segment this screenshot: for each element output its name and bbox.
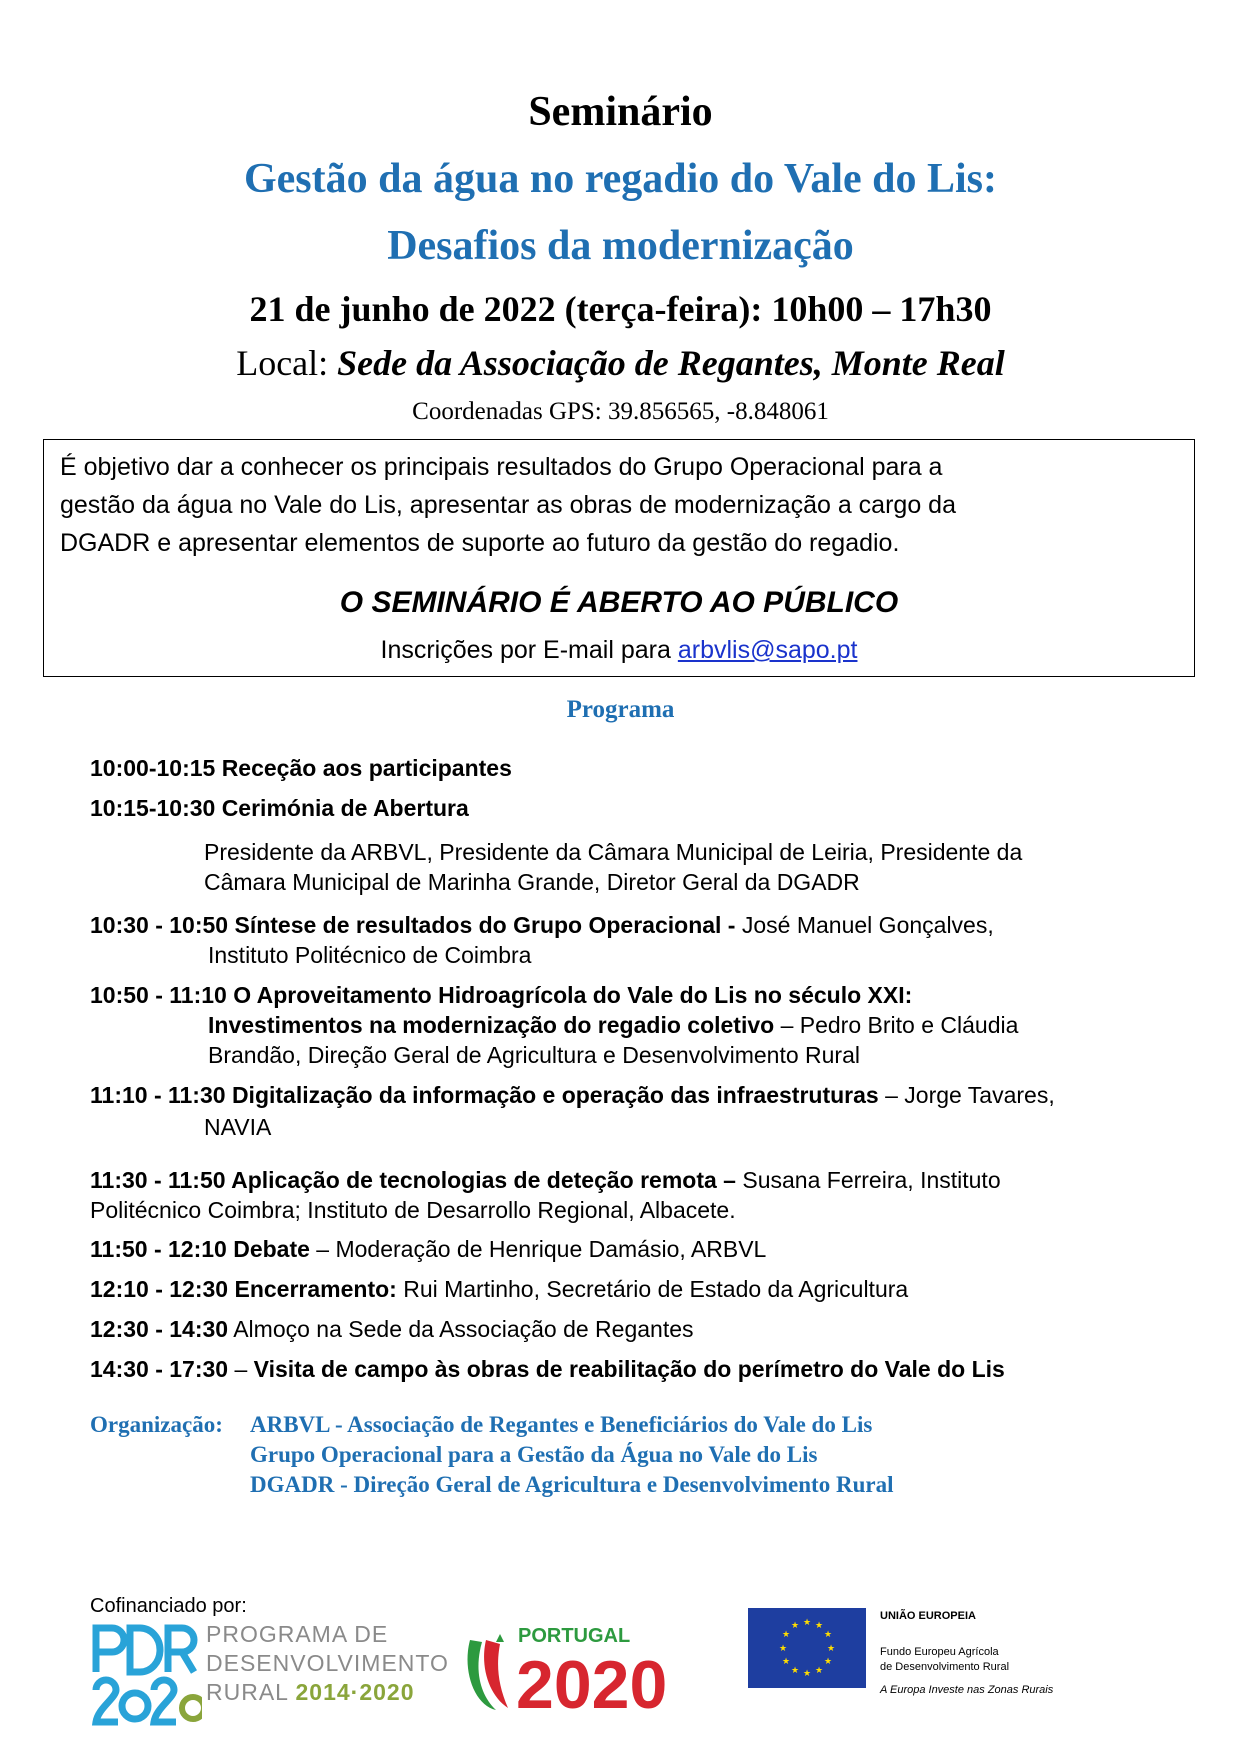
svg-text:★: ★: [781, 1630, 791, 1640]
eu-fund-1: Fundo Europeu Agrícola: [880, 1646, 999, 1658]
item-line: Presidente da ARBVL, Presidente da Câmara Municipal de Leiria, Presidente da: [204, 839, 1023, 865]
item-bold: 11:30 - 11:50 Aplicação de tecnologias de deteção remota –: [90, 1167, 736, 1193]
eu-logo: [748, 1608, 1078, 1718]
list-item: [204, 837, 1164, 897]
svg-text:★: ★: [802, 1618, 812, 1628]
programa-title: Programa: [566, 696, 675, 723]
organizacao-label: Organização:: [90, 1412, 223, 1437]
pdr-2020-logo: [90, 1620, 449, 1730]
item-line: Politécnico Coimbra; Instituto de Desarrollo Regional, Albacete.: [90, 1197, 736, 1223]
list-item: [90, 753, 1170, 783]
svg-text:★: ★: [814, 1621, 824, 1631]
location-label: Local:: [236, 343, 329, 383]
item-text: – Jorge Tavares,: [878, 1082, 1055, 1108]
pdr-text: [206, 1620, 449, 1707]
gps-coordinates: Coordenadas GPS: 39.856565, -8.848061: [412, 398, 829, 425]
list-item: [90, 1234, 1170, 1264]
org-line: Grupo Operacional para a Gestão da Água no Vale do Lis: [250, 1442, 818, 1467]
svg-text:★: ★: [823, 1630, 833, 1640]
portugal-2020-icon: [460, 1610, 710, 1720]
list-item: [90, 1354, 1170, 1384]
svg-text:★: ★: [814, 1666, 824, 1676]
pdr-line-2: DESENVOLVIMENTO: [206, 1650, 449, 1676]
list-item: [90, 1274, 1170, 1304]
pt-label: PORTUGAL: [518, 1625, 631, 1647]
list-item: [90, 1080, 1170, 1110]
item-text: Rui Martinho, Secretário de Estado da Agricultura: [396, 1276, 909, 1302]
pdr-years: 2014·2020: [295, 1679, 415, 1705]
item-bold: Investimentos na modernização do regadio coletivo: [208, 1012, 775, 1038]
item-continuation: [208, 1010, 1168, 1070]
seminar-label: Seminário: [528, 89, 713, 135]
item-continuation: Instituto Politécnico de Coimbra: [208, 942, 532, 968]
eu-slogan: A Europa Investe nas Zonas Rurais: [880, 1684, 1054, 1696]
eu-flag-icon: [748, 1608, 866, 1688]
item-bold: 11:10 - 11:30 Digitalização da informação e operação das infraestruturas: [90, 1082, 879, 1108]
item-text: José Manuel Gonçalves,: [735, 912, 994, 938]
svg-text:★: ★: [778, 1644, 788, 1654]
title-line-1: Gestão da água no regadio do Vale do Lis:: [243, 156, 998, 202]
pdr-line-1: PROGRAMA DE: [206, 1621, 389, 1647]
item-bold: 10:30 - 10:50 Síntese de resultados do Grupo Operacional -: [90, 912, 736, 938]
objective-line-3: DGADR e apresentar elementos de suporte ao futuro da gestão do regadio.: [60, 529, 900, 557]
portugal-2020-logo: [460, 1610, 710, 1720]
eu-stars-icon: [748, 1608, 866, 1688]
list-item: [90, 980, 1170, 1010]
eu-fund-2: de Desenvolvimento Rural: [880, 1661, 1010, 1673]
item-text: – Pedro Brito e Cláudia: [774, 1012, 1019, 1038]
location: [0, 342, 1241, 384]
pdr-line-3: RURAL: [206, 1679, 289, 1705]
item-bold: 10:00-10:15 Receção aos participantes: [90, 755, 512, 781]
list-item: [90, 793, 1170, 823]
item-bold: 10:15-10:30 Cerimónia de Abertura: [90, 795, 469, 821]
eu-title: UNIÃO EUROPEIA: [880, 1610, 976, 1622]
date-time: 21 de junho de 2022 (terça-feira): 10h00 – 17h30: [249, 289, 992, 329]
item-bold: 12:10 - 12:30 Encerramento:: [90, 1276, 397, 1302]
item-bold: Visita de campo às obras de reabilitação do perímetro do Vale do Lis: [253, 1356, 1005, 1382]
org-line: ARBVL - Associação de Regantes e Beneficiários do Vale do Lis: [250, 1412, 873, 1437]
email-link[interactable]: arbvlis@sapo.pt: [677, 636, 858, 664]
title-line-2: Desafios da modernização: [387, 223, 854, 269]
open-notice: O SEMINÁRIO É ABERTO AO PÚBLICO: [339, 586, 899, 619]
item-text: Susana Ferreira, Instituto: [735, 1167, 1001, 1193]
item-continuation: NAVIA: [204, 1114, 272, 1140]
cofinanciado-label: Cofinanciado por:: [90, 1595, 247, 1617]
objective-line-2: gestão da água no Vale do Lis, apresentar as obras de modernização a cargo da: [60, 491, 956, 519]
svg-text:★: ★: [790, 1621, 800, 1631]
item-bold: 10:50 - 11:10 O Aproveitamento Hidroagrícola do Vale do Lis no século XXI:: [90, 982, 913, 1008]
svg-text:★: ★: [823, 1657, 833, 1667]
list-item: [90, 1314, 1170, 1344]
item-line: Câmara Municipal de Marinha Grande, Diretor Geral da DGADR: [204, 869, 860, 895]
list-item: [90, 1165, 1170, 1225]
svg-text:★: ★: [781, 1657, 791, 1667]
item-text: Almoço na Sede da Associação de Regantes: [228, 1316, 694, 1342]
org-line: DGADR - Direção Geral de Agricultura e Desenvolvimento Rural: [250, 1472, 894, 1497]
registration: [44, 636, 1194, 665]
item-line: Brandão, Direção Geral de Agricultura e Desenvolvimento Rural: [208, 1042, 860, 1068]
registration-text: Inscrições por E-mail para: [380, 636, 671, 664]
organizacao: [90, 1410, 893, 1500]
pdr-2020-icon: [90, 1620, 202, 1730]
svg-text:★: ★: [826, 1644, 836, 1654]
list-item: [90, 910, 1170, 940]
objective-paragraph: [60, 448, 1180, 562]
svg-text:★: ★: [802, 1669, 812, 1679]
objective-line-1: É objetivo dar a conhecer os principais resultados do Grupo Operacional para a: [60, 453, 943, 481]
info-box: [43, 439, 1195, 677]
item-text: – Moderação de Henrique Damásio, ARBVL: [309, 1236, 767, 1262]
item-text: –: [228, 1356, 254, 1382]
svg-text:★: ★: [790, 1666, 800, 1676]
item-bold: 11:50 - 12:10 Debate: [90, 1236, 310, 1262]
item-bold: 14:30 - 17:30: [90, 1356, 229, 1382]
item-bold: 12:30 - 14:30: [90, 1316, 229, 1342]
location-place: Sede da Associação de Regantes, Monte Real: [337, 343, 1005, 383]
pt-year: 2020: [516, 1647, 668, 1720]
